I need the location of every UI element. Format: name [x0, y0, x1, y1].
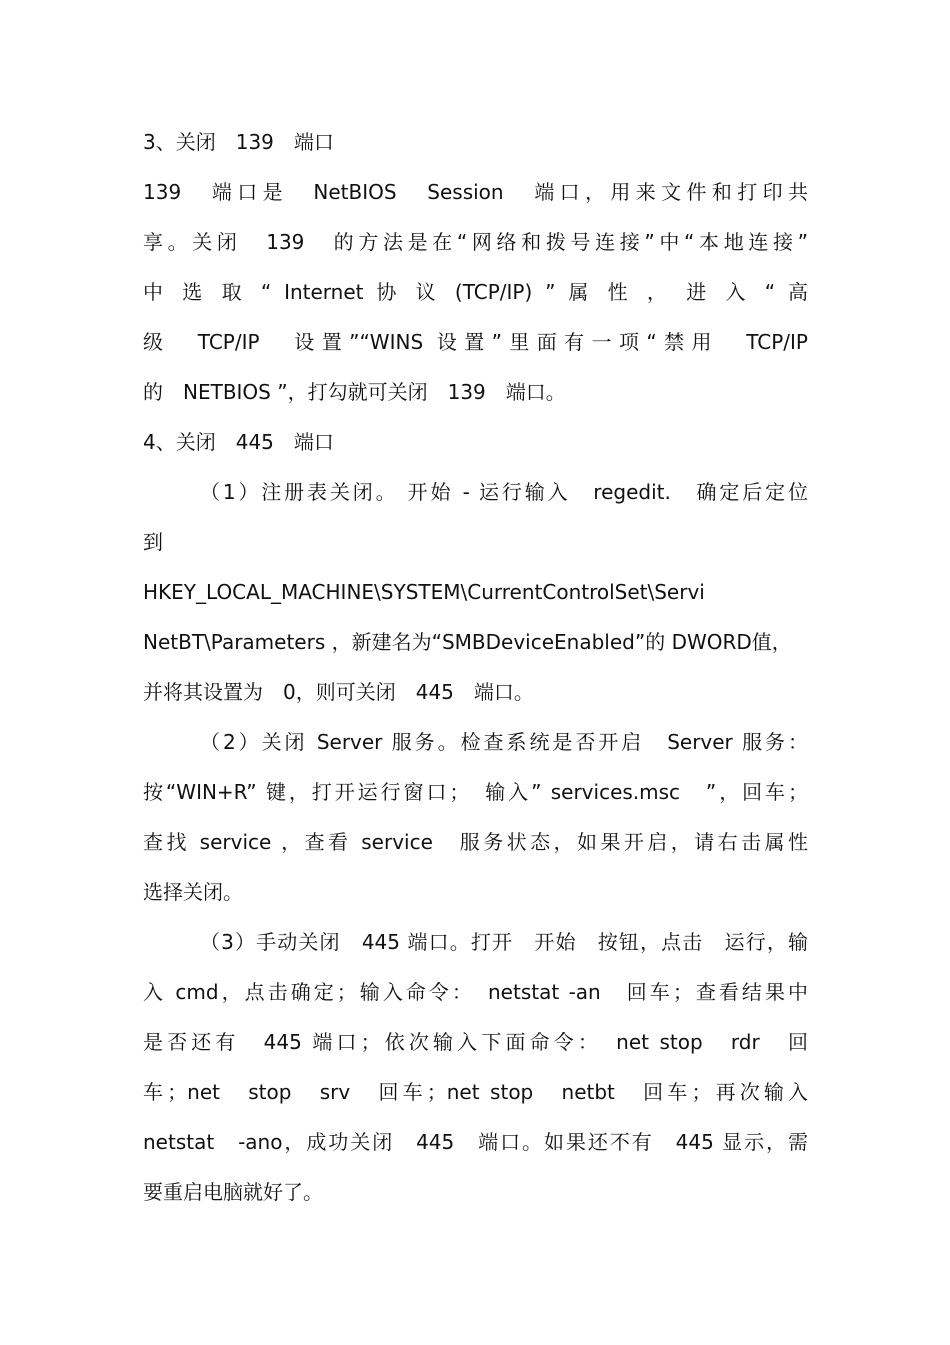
- heading-close-port-445: 4、关闭 445 端口: [143, 430, 334, 454]
- paragraph-line: 选择关闭。: [143, 880, 243, 904]
- registry-path-line: HKEY_LOCAL_MACHINE\SYSTEM\CurrentControlSet\Servi: [143, 580, 705, 604]
- paragraph-line: 中 选 取 “ Internet 协 议 (TCP/IP) ” 属 性 ， 进 入 “ 高: [143, 280, 808, 304]
- paragraph-line: 是否还有 445 端口；依次输入下面命令： net stop rdr 回: [143, 1030, 808, 1054]
- paragraph-line: 的 NETBIOS ”，打勾就可关闭 139 端口。: [143, 380, 566, 404]
- paragraph-line: 按“WIN+R” 键，打开运行窗口； 输入” services.msc ”，回车；: [143, 780, 808, 804]
- paragraph-line: （3）手动关闭 445 端口。打开 开始 按钮，点击 运行，输: [200, 930, 808, 954]
- paragraph-line: netstat -ano，成功关闭 445 端口。如果还不有 445 显示，需: [143, 1130, 808, 1154]
- paragraph-line: 级 TCP/IP 设置”“WINS 设置”里面有一项“禁用 TCP/IP: [143, 330, 808, 354]
- paragraph-line: NetBT\Parameters ，新建名为“SMBDeviceEnabled”的 DWORD值，: [143, 630, 792, 654]
- paragraph-line: （2）关闭 Server 服务。检查系统是否开启 Server 服务：: [200, 730, 808, 754]
- paragraph-line: 查找 service ，查看 service 服务状态，如果开启，请右击属性: [143, 830, 808, 854]
- paragraph-line: 要重启电脑就好了。: [143, 1180, 323, 1204]
- paragraph-line: 入 cmd，点击确定；输入命令： netstat -an 回车；查看结果中: [143, 980, 808, 1004]
- heading-close-port-139: 3、关闭 139 端口: [143, 130, 334, 154]
- paragraph-line: 到: [143, 530, 163, 554]
- paragraph-line: 并将其设置为 0，则可关闭 445 端口。: [143, 680, 534, 704]
- paragraph-line: 139 端口是 NetBIOS Session 端口，用来文件和打印共: [143, 180, 808, 204]
- paragraph-line: （1）注册表关闭。 开始 - 运行输入 regedit. 确定后定位: [200, 480, 808, 504]
- paragraph-line: 车；net stop srv 回车；net stop netbt 回车；再次输入: [143, 1080, 808, 1104]
- paragraph-line: 享。关闭 139 的方法是在“网络和拨号连接”中“本地连接”: [143, 230, 808, 254]
